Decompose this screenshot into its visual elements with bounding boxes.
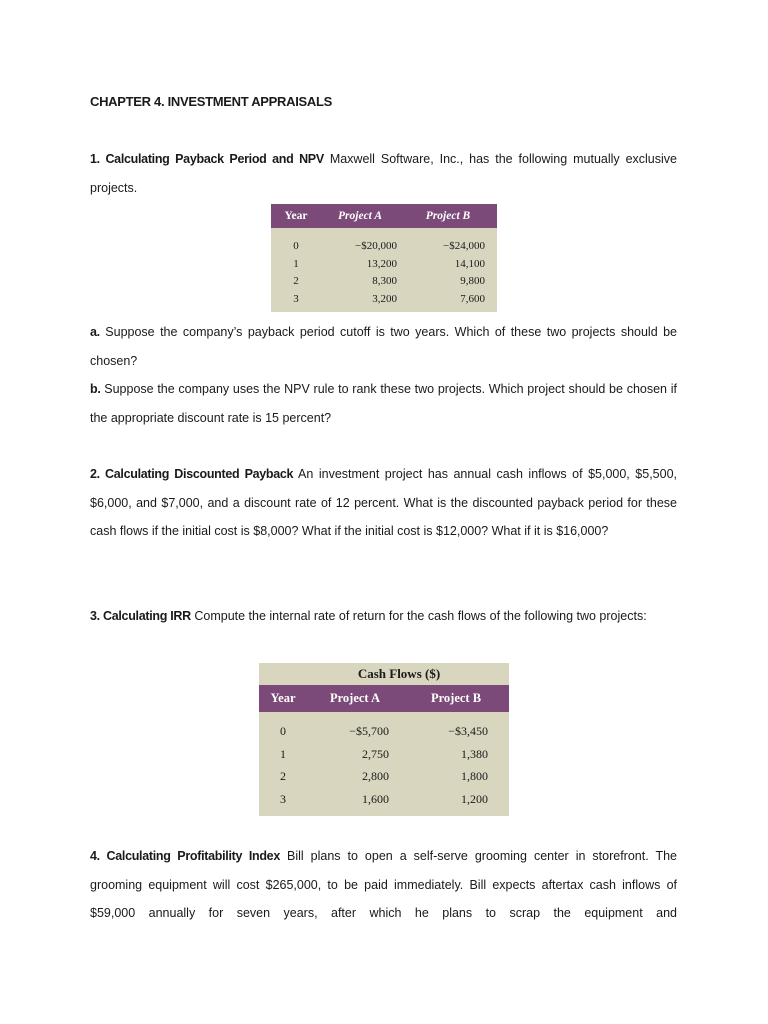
q3-paragraph — [90, 602, 677, 631]
year-cell: 1 — [293, 257, 299, 270]
year-cell: 0 — [280, 724, 286, 738]
q3-header-year: Year — [270, 691, 296, 705]
table-row — [259, 765, 509, 788]
q1-intro: Maxwell Software, Inc., has the following mutually exclusive projects. — [90, 152, 677, 195]
year-cell: 1 — [280, 746, 286, 761]
table-row — [271, 238, 497, 256]
project-a-cell: 13,200 — [366, 257, 397, 270]
project-a-cell: −$20,000 — [355, 240, 397, 252]
table-row — [259, 788, 509, 811]
table-row — [271, 256, 497, 274]
q4-paragraph — [90, 842, 677, 928]
q3-heading: 3. Calculating IRR — [90, 609, 191, 623]
q1-table-header — [271, 204, 497, 228]
table-row — [259, 743, 509, 766]
q1-part-b-label: b. — [90, 382, 101, 396]
year-cell: 3 — [293, 292, 299, 305]
year-cell: 2 — [280, 769, 286, 783]
project-b-cell: 1,800 — [461, 769, 488, 783]
q1-part-b-text: Suppose the company uses the NPV rule to rank these two projects. Which project should be chosen if the appropriate discount rate is 15 percent? — [90, 382, 677, 425]
q1-part-b — [90, 375, 677, 432]
q4-heading: 4. Calculating Profitability Index — [90, 849, 280, 863]
q1-cash-flow-table — [271, 204, 497, 312]
q3-table-body — [259, 712, 509, 816]
project-a-cell: 1,600 — [362, 791, 389, 806]
project-b-cell: 14,100 — [454, 257, 485, 270]
q1-header-project-b: Project B — [425, 210, 471, 222]
project-a-cell: −$5,700 — [349, 724, 389, 738]
q3-header-project-b: Project B — [430, 691, 482, 705]
table-row — [271, 273, 497, 291]
project-b-cell: 7,600 — [460, 292, 485, 305]
q3-header-project-a: Project A — [329, 691, 381, 705]
q1-header-year: Year — [284, 210, 308, 222]
q1-part-a-text: Suppose the company’s payback period cutoff is two years. Which of these two projects should be chosen? — [90, 325, 677, 368]
year-cell: 0 — [293, 240, 299, 252]
table-row — [271, 291, 497, 309]
q1-part-a — [90, 318, 677, 375]
project-a-cell: 2,750 — [362, 746, 389, 761]
q1-paragraph — [90, 145, 677, 202]
q2-paragraph — [90, 460, 677, 546]
project-b-cell: −$3,450 — [448, 724, 488, 738]
q3-cash-flow-table — [259, 663, 509, 816]
project-b-cell: −$24,000 — [443, 240, 485, 252]
table-row — [259, 720, 509, 743]
q2-text: An investment project has annual cash inflows of $5,000, $5,500, $6,000, and $7,000, and a discount rate of 12 percent. What is the discounted payback period for these cash flows if the initial cost is $8,000? What if the initial cost is $12,000? What if it is $16,000? — [90, 467, 677, 538]
q1-table-body — [271, 228, 497, 312]
q1-part-a-label: a. — [90, 325, 100, 339]
project-a-cell: 3,200 — [372, 292, 397, 305]
q3-text: Compute the internal rate of return for the cash flows of the following two projects: — [194, 609, 647, 623]
project-b-cell: 1,380 — [461, 746, 488, 761]
q1-header-project-a: Project A — [338, 210, 382, 222]
project-a-cell: 8,300 — [372, 275, 397, 287]
project-b-cell: 9,800 — [460, 275, 485, 287]
project-b-cell: 1,200 — [461, 791, 488, 806]
q2-heading: 2. Calculating Discounted Payback — [90, 467, 294, 481]
year-cell: 2 — [293, 275, 299, 287]
q4-text: Bill plans to open a self-serve grooming center in storefront. The grooming equipment will cost $265,000, to be paid immediately. Bill expects aftertax cash inflows of $59,000 annually for seven years, after which he plans to scrap the equipment and — [90, 849, 677, 920]
project-a-cell: 2,800 — [362, 769, 389, 783]
chapter-title: CHAPTER 4. INVESTMENT APPRAISALS — [90, 94, 333, 109]
year-cell: 3 — [280, 791, 286, 806]
q3-table-header — [259, 685, 509, 712]
q1-heading: 1. Calculating Payback Period and NPV — [90, 152, 324, 166]
q3-group-header: Cash Flows ($) — [259, 663, 509, 685]
